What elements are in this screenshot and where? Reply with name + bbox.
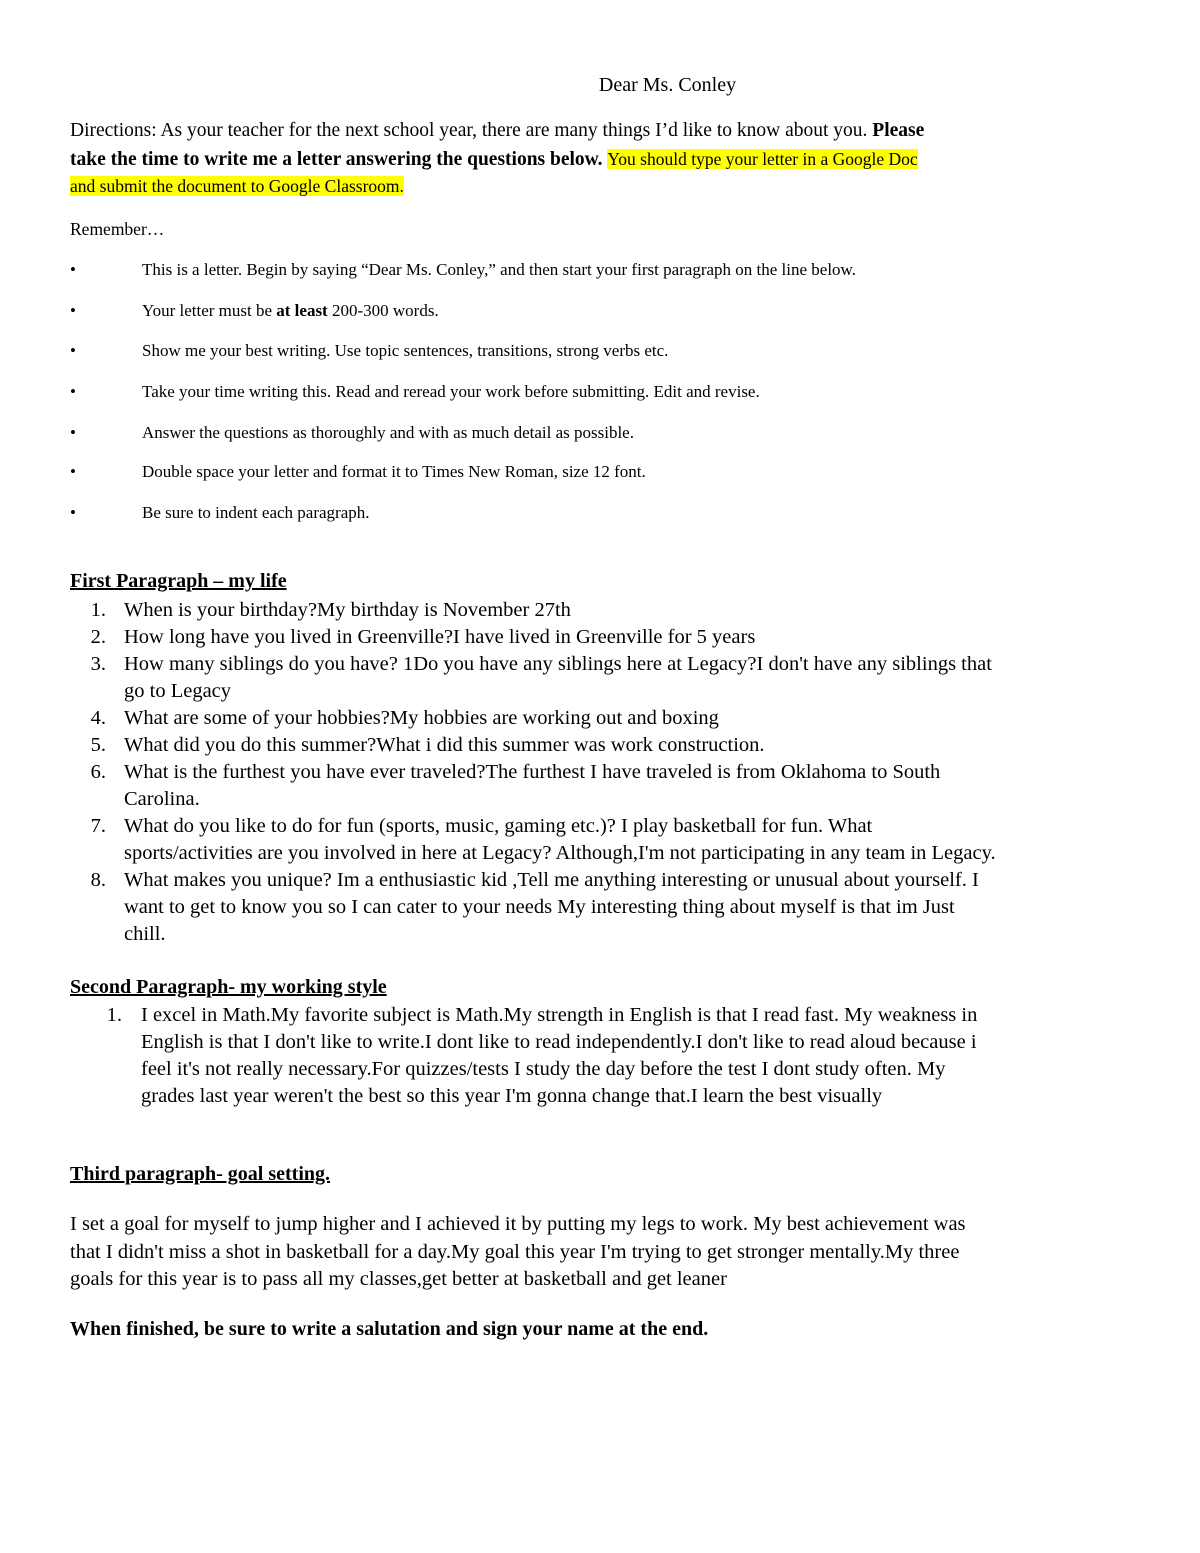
list-number: 2. <box>90 626 106 648</box>
list-number: 5. <box>90 734 106 756</box>
bullet-glyph: • <box>70 423 76 442</box>
list-line: grades last year weren't the best so this year I'm gonna change that.I learn the best visually <box>141 1085 883 1107</box>
bullet-item <box>0 503 1200 523</box>
directions-line-2 <box>70 145 918 174</box>
bullet-glyph: • <box>70 503 76 522</box>
bullet-glyph: • <box>70 462 76 481</box>
list-line: go to Legacy <box>124 680 232 702</box>
directions-text: Directions: As your teacher for the next school year, there are many things I’d like to know about you. <box>70 120 873 141</box>
list-number: 7. <box>90 815 106 837</box>
directions-highlight-1: You should type your letter in a Google Doc <box>607 149 918 169</box>
third-paragraph-line: goals for this year is to pass all my classes,get better at basketball and get leaner <box>70 1268 727 1290</box>
bullet-item <box>0 341 1200 361</box>
bullet-item <box>0 301 1200 321</box>
remember-label: Remember… <box>70 219 165 239</box>
bullet-text-post: 200-300 words. <box>327 301 439 320</box>
bullet-text <box>142 301 439 321</box>
bullet-glyph: • <box>70 260 76 279</box>
bullet-glyph: • <box>70 341 76 360</box>
bullet-item <box>0 423 1200 443</box>
list-number: 6. <box>90 761 106 783</box>
list-line: sports/activities are you involved in here at Legacy? Although,I'm not participating in any team in Legacy. <box>124 842 996 864</box>
bullet-glyph: • <box>70 301 76 320</box>
list-number: 1. <box>106 1004 122 1026</box>
bullet-glyph: • <box>70 382 76 401</box>
list-line: What do you like to do for fun (sports, music, gaming etc.)? I play basketball for fun. What <box>124 815 873 837</box>
list-line: Carolina. <box>124 788 200 810</box>
page-title: Dear Ms. Conley <box>598 74 737 96</box>
list-number: 8. <box>90 869 106 891</box>
bullet-text: Show me your best writing. Use topic sentences, transitions, strong verbs etc. <box>142 341 669 360</box>
list-number: 4. <box>90 707 106 729</box>
list-line: I excel in Math.My favorite subject is Math.My strength in English is that I read fast. My weakness in <box>141 1004 978 1026</box>
list-line: What makes you unique? Im a enthusiastic kid ,Tell me anything interesting or unusual about yourself. I <box>124 869 979 891</box>
second-paragraph-heading: Second Paragraph- my working style <box>70 976 387 998</box>
bullet-text-pre: Your letter must be <box>142 301 277 320</box>
directions-bold-please: Please <box>872 120 925 141</box>
directions-bold-instruction: take the time to write me a letter answering the questions below. <box>70 149 603 170</box>
list-line: feel it's not really necessary.For quizzes/tests I study the day before the test I dont study often. My <box>141 1058 946 1080</box>
list-line: How long have you lived in Greenville?I have lived in Greenville for 5 years <box>124 626 756 648</box>
bullet-text: Take your time writing this. Read and reread your work before submitting. Edit and revise. <box>142 382 760 401</box>
bullet-text-bold: at least <box>276 301 328 320</box>
list-line: want to get to know you so I can cater to your needs My interesting thing about myself is that im Just <box>124 896 955 918</box>
bullet-item <box>0 462 1200 482</box>
third-paragraph-line: that I didn't miss a shot in basketball for a day.My goal this year I'm trying to get stronger mentally.My three <box>70 1241 960 1263</box>
list-line: What did you do this summer?What i did this summer was work construction. <box>124 734 765 756</box>
bullet-text: This is a letter. Begin by saying “Dear Ms. Conley,” and then start your first paragraph on the line below. <box>142 260 856 279</box>
list-line: English is that I don't like to write.I dont like to read independently.I don't like to read aloud because i <box>141 1031 977 1053</box>
closing-instruction: When finished, be sure to write a salutation and sign your name at the end. <box>70 1318 709 1340</box>
directions-line-1 <box>70 116 924 145</box>
first-paragraph-heading: First Paragraph – my life <box>70 570 287 592</box>
list-line: How many siblings do you have? 1Do you have any siblings here at Legacy?I don't have any siblings that <box>124 653 992 675</box>
bullet-item <box>0 382 1200 402</box>
bullet-text: Be sure to indent each paragraph. <box>142 503 370 522</box>
bullet-text: Double space your letter and format it to Times New Roman, size 12 font. <box>142 462 646 481</box>
bullet-item <box>0 260 1200 280</box>
list-line: When is your birthday?My birthday is November 27th <box>124 599 571 621</box>
directions-line-3 <box>70 172 404 201</box>
list-number: 1. <box>90 599 106 621</box>
third-paragraph-heading: Third paragraph- goal setting. <box>70 1163 331 1185</box>
list-number: 3. <box>90 653 106 675</box>
directions-highlight-2: and submit the document to Google Classroom. <box>70 176 404 196</box>
list-line: What are some of your hobbies?My hobbies are working out and boxing <box>124 707 719 729</box>
list-line: What is the furthest you have ever traveled?The furthest I have traveled is from Oklahoma to South <box>124 761 941 783</box>
list-line: chill. <box>124 923 166 945</box>
third-paragraph-line: I set a goal for myself to jump higher and I achieved it by putting my legs to work. My best achievement was <box>70 1213 966 1235</box>
bullet-text: Answer the questions as thoroughly and with as much detail as possible. <box>142 423 634 442</box>
